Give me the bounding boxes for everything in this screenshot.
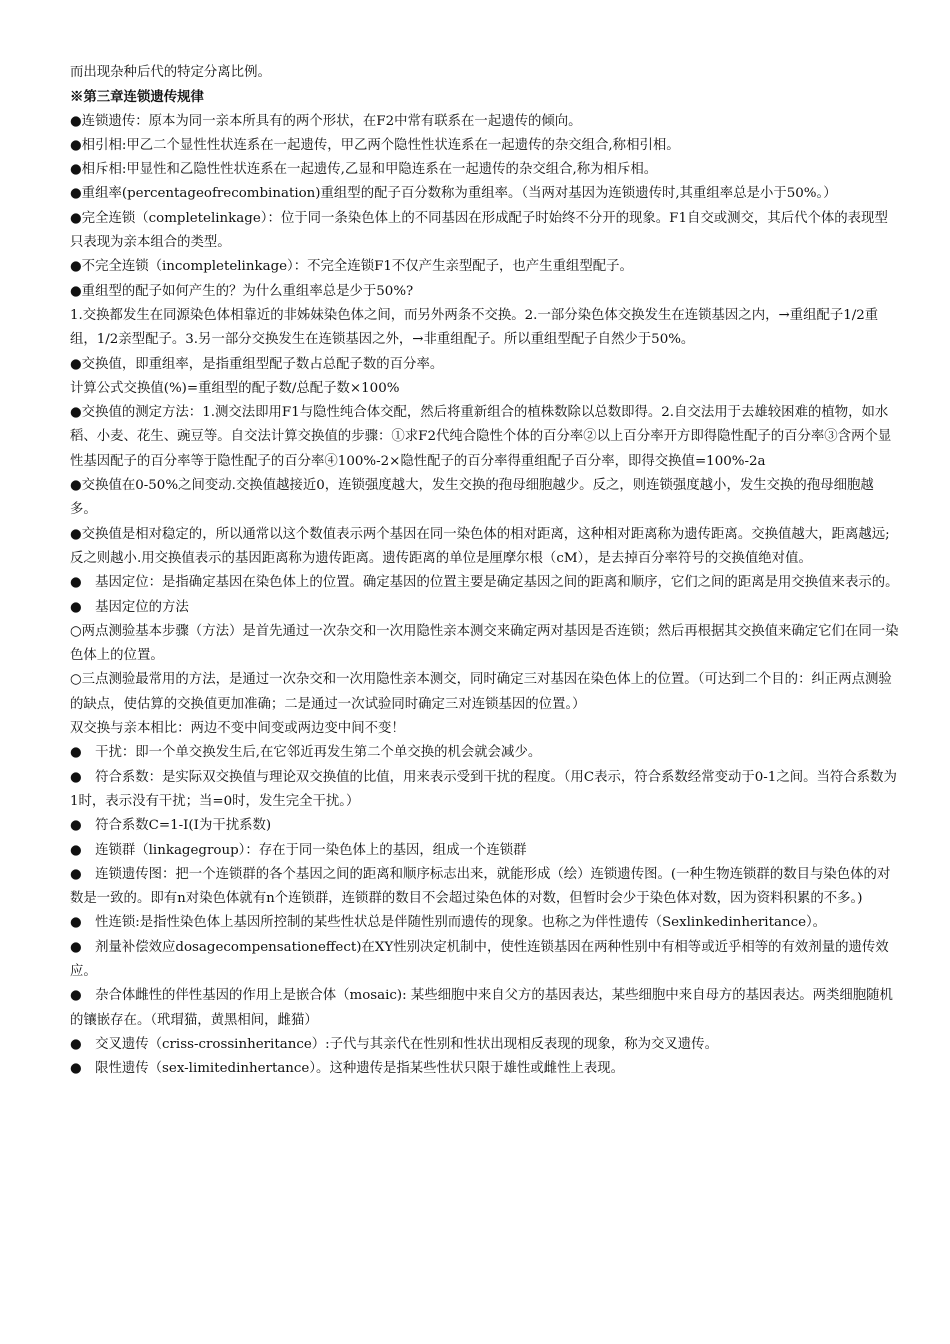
paragraph-two-point-test: ○两点测验基本步骤（方法）是首先通过一次杂交和一次用隐性亲本测交来确定两对基因是否连锁；然后再根据其交换值来确定它们在同一染色体上的位置。 (70, 623, 899, 664)
chapter-heading: ※第三章连锁遗传规律 (70, 89, 204, 106)
paragraph-criss-cross: ● 交叉遗传（criss-crossinheritance）:子代与其亲代在性别和性状出现相反表现的现象，称为交叉遗传。 (70, 1036, 718, 1052)
paragraph-double-crossover: 双交换与亲本相比：两边不变中间变或两边变中间不变！ (70, 721, 405, 737)
paragraph-dosage-compensation: ● 剂量补偿效应dosagecompensationeffect)在XY性别决定机制中，使性连锁基因在两种性别中有相等或近乎相等的有效剂量的遗传效应。 (70, 939, 889, 979)
paragraph-genetic-distance: ●交换值是相对稳定的，所以通常以这个数值表示两个基因在同一染色体的相对距离，这种相对距离称为遗传距离。交换值越大，距离越远;反之则越小.用交换值表示的基因距离称为遗传距离。遗传距离的单位是厘摩尔根（cM），是去掉百分率符号的交换值绝对值。 (70, 526, 890, 566)
paragraph-mapping-methods: ● 基因定位的方法 (70, 599, 189, 615)
document-body (70, 61, 900, 1081)
paragraph-formula: 计算公式交换值(%)=重组型的配子数/总配子数×100% (70, 380, 400, 396)
paragraph-incomplete-linkage: ●不完全连锁（incompletelinkage）：不完全连锁F1不仅产生亲型配子，也产生重组型配子。 (70, 259, 633, 275)
paragraph-gene-mapping: ● 基因定位：是指确定基因在染色体上的位置。确定基因的位置主要是确定基因之间的距离和顺序，它们之间的距离是用交换值来表示的。 (70, 575, 899, 591)
paragraph-coincidence: ● 符合系数：是实际双交换值与理论双交换值的比值，用来表示受到干扰的程度。（用C表示，符合系数经常变动于0-1之间。当符合系数为1时，表示没有干扰；当=0时，发生完全干扰。） (70, 769, 897, 809)
paragraph-recombination-rate: ●重组率(percentageofrecombination)重组型的配子百分数称为重组率。（当两对基因为连锁遗传时,其重组率总是小于50%。） (70, 186, 837, 202)
paragraph-measurement-methods: ●交换值的测定方法：1.测交法即用F1与隐性纯合体交配，然后将重新组合的植株数除以总数即得。2.自交法用于去雄较困难的植物，如水稻、小麦、花生、豌豆等。自交法计算交换值的步骤：①求F2代纯合隐性个体的百分率②以上百分率开方即得隐性配子的百分率③含两个显性基因配子的百分率等于隐性配子的百分率④100%-2×隐性配子的百分率得重组配子百分率，即得交换值=100%-2a (70, 405, 892, 469)
paragraph-sex-limited: ● 限性遗传（sex-limitedinhertance）。这种遗传是指某些性状只限于雄性或雌性上表现。 (70, 1061, 625, 1077)
paragraph-crossover-value: ●交换值，即重组率，是指重组型配子数占总配子数的百分率。 (70, 356, 444, 372)
paragraph-mosaic: ● 杂合体雌性的伴性基因的作用上是嵌合体（mosaic): 某些细胞中来自父方的基因表达，某些细胞中来自母方的基因表达。两类细胞随机的镶嵌存在。（玳瑁猫，黄黑相间，雌猫） (70, 988, 893, 1028)
paragraph-answer-recombinant: 1.交换都发生在同源染色体相靠近的非姊妹染色体之间，而另外两条不交换。2.一部分染色体交换发生在连锁基因之内，→重组配子1/2重组，1/2亲型配子。3.另一部分交换发生在连锁基因之外，→非重组配子。所以重组型配子自然少于50%。 (70, 307, 879, 348)
paragraph-continuation: 而出现杂种后代的特定分离比例。 (70, 65, 271, 80)
paragraph-question-recombinant: ●重组型的配子如何产生的？为什么重组率总是少于50%? (70, 283, 414, 299)
paragraph-linkage-inheritance: ●连锁遗传：原本为同一亲本所具有的两个形状，在F2中常有联系在一起遗传的倾向。 (70, 113, 582, 129)
paragraph-three-point-test: ○三点测验最常用的方法，是通过一次杂交和一次用隐性亲本测交，同时确定三对基因在染色体上的位置。（可达到二个目的：纠正两点测验的缺点，使估算的交换值更加准确；二是通过一次试验同时确定三对连锁基因的位置。） (70, 672, 892, 712)
paragraph-complete-linkage: ●完全连锁（completelinkage）：位于同一条染色体上的不同基因在形成配子时始终不分开的现象。F1自交或测交，其后代个体的表现型只表现为亲本组合的类型。 (70, 210, 888, 251)
paragraph-crossover-range: ●交换值在0-50%之间变动.交换值越接近0，连锁强度越大，发生交换的孢母细胞越少。反之，则连锁强度越小，发生交换的孢母细胞越多。 (70, 478, 874, 518)
paragraph-coincidence-formula: ● 符合系数C=1-I(I为干扰系数) (70, 818, 272, 834)
paragraph-coupling-phase: ●相引相:甲乙二个显性性状连系在一起遗传，甲乙两个隐性性状连系在一起遗传的杂交组合,称相引相。 (70, 137, 680, 153)
paragraph-sex-linkage: ● 性连锁:是指性染色体上基因所控制的某些性状总是伴随性别而遗传的现象。也称之为伴性遗传（Sexlinkedinheritance）。 (70, 915, 827, 931)
paragraph-linkage-map: ● 连锁遗传图：把一个连锁群的各个基因之间的距离和顺序标志出来，就能形成（绘）连锁遗传图。(一种生物连锁群的数目与染色体的对数是一致的。即有n对染色体就有n个连锁群，连锁群的数目不会超过染色体的对数，但暂时会少于染色体对数，因为资料积累的不多。) (70, 866, 891, 907)
paragraph-interference: ● 干扰：即一个单交换发生后,在它邻近再发生第二个单交换的机会就会减少。 (70, 745, 542, 761)
paragraph-linkage-group: ● 连锁群（linkagegroup）：存在于同一染色体上的基因，组成一个连锁群 (70, 842, 527, 858)
paragraph-repulsion-phase: ●相斥相:甲显性和乙隐性性状连系在一起遗传,乙显和甲隐连系在一起遗传的杂交组合,称为相斥相。 (70, 162, 658, 178)
